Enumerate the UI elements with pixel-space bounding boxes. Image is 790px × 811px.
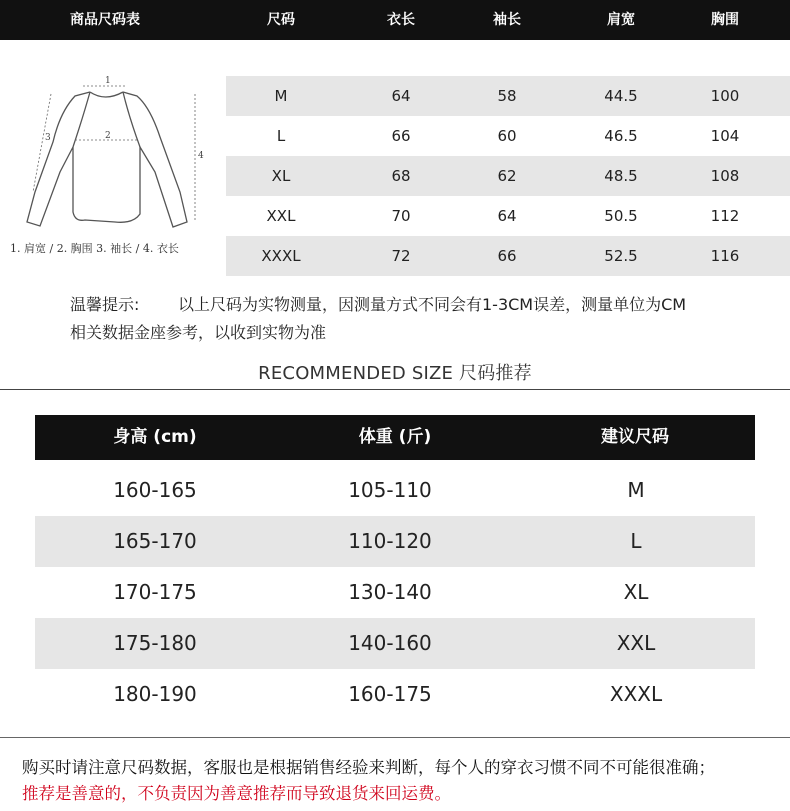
weight-cell: 130-140 xyxy=(348,580,432,604)
divider xyxy=(0,737,790,738)
chest-cell: 116 xyxy=(710,247,740,265)
length-cell: 70 xyxy=(391,207,411,225)
note-text-2: 相关数据金座参考，以收到实物为准 xyxy=(70,323,327,342)
note-text-1: 以上尺码为实物测量，因测量方式不同会有1-3CM误差，测量单位为CM xyxy=(178,295,687,314)
suggested-size-cell: XXL xyxy=(616,631,656,655)
footer-warning: 推荐是善意的，不负责因为善意推荐而导致退货来回运费。 xyxy=(22,784,451,803)
height-cell: 165-170 xyxy=(113,529,197,553)
table-row xyxy=(35,669,755,720)
header-chest: 胸围 xyxy=(711,12,739,28)
header-suggested-size: 建议尺码 xyxy=(601,427,669,447)
height-cell: 175-180 xyxy=(113,631,197,655)
suggested-size-cell: XXXL xyxy=(609,682,663,706)
height-cell: 180-190 xyxy=(113,682,197,706)
sleeve-cell: 60 xyxy=(497,127,517,145)
suggested-size-cell: M xyxy=(627,478,645,502)
header-weight: 体重 (斤) xyxy=(358,427,432,447)
garment-measurement-diagram xyxy=(5,72,220,264)
suggested-size-cell: L xyxy=(630,529,642,553)
header-size: 尺码 xyxy=(267,12,295,28)
table-row xyxy=(226,116,790,156)
length-cell: 72 xyxy=(391,247,411,265)
header-shoulder: 肩宽 xyxy=(607,12,635,28)
note-label: 温馨提示: xyxy=(70,295,140,314)
suggested-size-cell: XL xyxy=(623,580,649,604)
marker-2: 2 xyxy=(105,131,111,141)
size-cell: L xyxy=(276,127,286,145)
sleeve-cell: 64 xyxy=(497,207,517,225)
chest-cell: 100 xyxy=(710,87,740,105)
shirt-outline-icon xyxy=(5,72,220,264)
recommended-table-header xyxy=(35,415,755,460)
table-row xyxy=(226,196,790,236)
table-row xyxy=(226,76,790,116)
table-row xyxy=(226,236,790,276)
note-line-2 xyxy=(70,320,326,343)
height-cell: 160-165 xyxy=(113,478,197,502)
note-line-1 xyxy=(70,292,686,315)
header-length: 衣长 xyxy=(387,12,415,28)
weight-cell: 140-160 xyxy=(348,631,432,655)
height-cell: 170-175 xyxy=(113,580,197,604)
size-cell: XXXL xyxy=(261,247,301,265)
length-cell: 66 xyxy=(391,127,411,145)
size-cell: XXL xyxy=(266,207,296,225)
marker-1: 1 xyxy=(105,76,111,86)
chest-cell: 112 xyxy=(710,207,740,225)
sleeve-cell: 66 xyxy=(497,247,517,265)
shoulder-cell: 52.5 xyxy=(604,247,638,265)
marker-4: 4 xyxy=(198,151,204,161)
shoulder-cell: 44.5 xyxy=(604,87,638,105)
diagram-caption: 1. 肩宽 / 2. 胸围 3. 袖长 / 4. 衣长 xyxy=(10,242,179,255)
table-row xyxy=(35,618,755,669)
header-height: 身高 (cm) xyxy=(113,427,197,447)
size-cell: M xyxy=(274,87,288,105)
weight-cell: 110-120 xyxy=(348,529,432,553)
recommended-size-table xyxy=(35,465,755,720)
divider xyxy=(0,389,790,390)
table-row xyxy=(35,567,755,618)
weight-cell: 105-110 xyxy=(348,478,432,502)
shoulder-cell: 46.5 xyxy=(604,127,638,145)
length-cell: 64 xyxy=(391,87,411,105)
shoulder-cell: 50.5 xyxy=(604,207,638,225)
table-row xyxy=(35,516,755,567)
header-sleeve: 袖长 xyxy=(493,12,521,28)
sleeve-cell: 58 xyxy=(497,87,517,105)
shoulder-cell: 48.5 xyxy=(604,167,638,185)
weight-cell: 160-175 xyxy=(348,682,432,706)
size-chart-header xyxy=(0,0,790,40)
chest-cell: 104 xyxy=(710,127,740,145)
recommended-size-title: RECOMMENDED SIZE 尺码推荐 xyxy=(258,363,532,384)
sleeve-cell: 62 xyxy=(497,167,517,185)
table-row xyxy=(35,465,755,516)
chest-cell: 108 xyxy=(710,167,740,185)
size-measurement-table xyxy=(226,76,790,276)
header-product-size-chart: 商品尺码表 xyxy=(70,12,140,28)
length-cell: 68 xyxy=(391,167,411,185)
marker-3: 3 xyxy=(45,133,51,143)
size-cell: XL xyxy=(271,167,291,185)
table-row xyxy=(226,156,790,196)
footer-note: 购买时请注意尺码数据，客服也是根据销售经验来判断，每个人的穿衣习惯不同不可能很准确； xyxy=(22,758,715,777)
